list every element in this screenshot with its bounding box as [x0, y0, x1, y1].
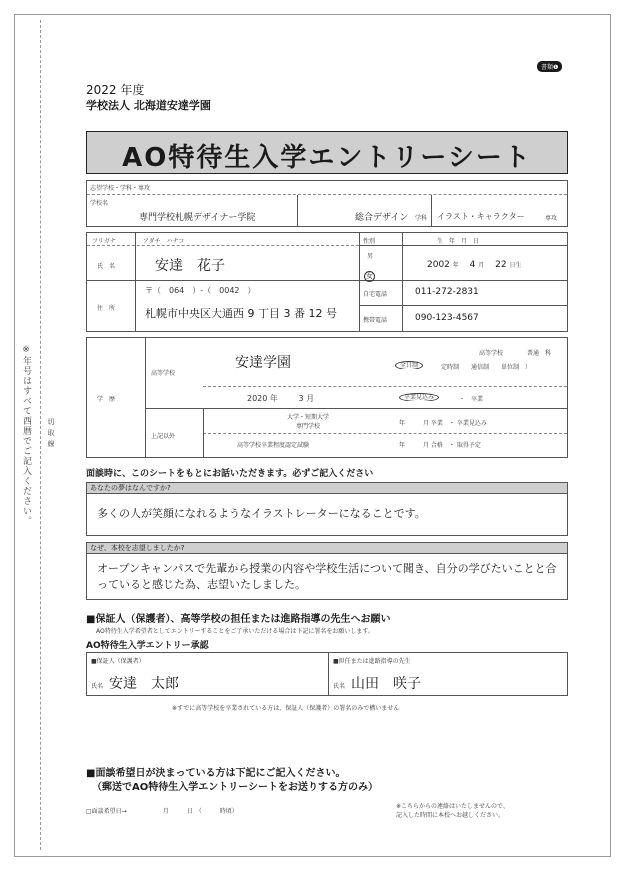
equivalency-status[interactable]: 年 月 合格 ・ 取得予定 [399, 442, 481, 449]
guardian-heading: ■保証人（保護者）、高等学校の担任または進路指導の先生へお願い [86, 614, 391, 625]
dob-year[interactable]: 2002 [427, 260, 450, 270]
graduation-expected-selected[interactable]: 卒業見込み [399, 393, 439, 401]
graduation-year-suffix: 年 [269, 394, 278, 403]
graduation-done-option: ・ 卒業 [459, 396, 484, 403]
guardian-name[interactable]: 安達 太郎 [109, 676, 179, 692]
teacher-label: ■担任または進路指導の先生 [333, 658, 411, 665]
dob-label: 生 年 月 日 [437, 238, 480, 245]
mobile-phone-label: 携帯電話 [363, 317, 388, 324]
fiscal-year: 2022 年度 [86, 83, 145, 97]
q1-question: あなたの夢はなんですか? [86, 482, 568, 494]
high-school-type: 高等学校 普通 科 [479, 350, 552, 357]
other-education-label: 上記以外 [151, 433, 176, 440]
gender-female-selected[interactable]: 女 [366, 272, 373, 280]
teacher-name[interactable]: 山田 咲子 [351, 676, 421, 692]
fulltime-selected[interactable]: 全日制 [395, 361, 423, 369]
q2-answer[interactable]: オープンキャンパスで先輩から授業の内容や学校生活について聞き、自分の学びたいことと合っていると感じた為、志望いたしました。 [86, 554, 568, 600]
high-school-name[interactable]: 安達学園 [235, 355, 291, 371]
guardian-label: ■保証人（保護者） [91, 658, 145, 665]
page-title: AO特待生入学エントリーシート [122, 143, 532, 173]
graduation-month[interactable]: 3 [298, 394, 304, 403]
cut-label: 切取線 [47, 418, 55, 451]
q2-question: なぜ、本校を志望しましたか? [86, 542, 568, 554]
dob-month-suffix: 月 [478, 262, 485, 269]
department-suffix: 学科 [415, 215, 428, 222]
equivalency-label: 高等学校卒業程度認定試験 [237, 442, 310, 449]
mobile-phone-value[interactable]: 090-123-4567 [415, 313, 479, 323]
teacher-name-prefix: 氏名 [333, 683, 346, 690]
interview-date-heading-1: ■面談希望日が決まっている方は下記にご記入ください。 [86, 768, 346, 779]
interview-date-field[interactable]: □面談希望日→ 月 日 （ 時頃） [86, 808, 238, 815]
major-suffix: 専攻 [545, 215, 558, 222]
furigana-value[interactable]: アダチ ハナコ [143, 238, 185, 245]
school-corporation: 学校法人 北海道安達学園 [86, 99, 211, 112]
interview-date-heading-2: （郵送でAO特待生入学エントリーシートをお送りする方のみ） [92, 782, 379, 793]
cut-line [40, 20, 41, 850]
address-value[interactable]: 札幌市中央区大通西 9 丁目 3 番 12 号 [145, 307, 337, 320]
graduation-year[interactable]: 2020 [247, 394, 268, 403]
course-section [86, 180, 568, 227]
graduation-month-suffix: 月 [306, 394, 315, 403]
signature-note: ※すでに高等学校を卒業されている方は、保証人（保護者）の署名のみで構いません [172, 705, 400, 712]
address-label: 住 所 [97, 305, 116, 312]
name-label: 氏 名 [97, 263, 116, 270]
education-section [86, 337, 568, 458]
dob-year-suffix: 年 [452, 262, 459, 269]
university-label: 大学・短期大学 専門学校 [287, 414, 330, 430]
postal-code[interactable]: 〒（ 064 ）-（ 0042 ） [145, 286, 256, 295]
guardian-name-prefix: 氏名 [91, 683, 104, 690]
personal-section [86, 232, 568, 332]
q1-answer[interactable]: 多くの人が笑顔になれるようなイラストレーターになることです。 [86, 494, 568, 536]
university-status[interactable]: 年 月 卒業 ・ 卒業見込み [399, 420, 487, 427]
home-phone-label: 自宅電話 [363, 291, 388, 298]
name-value[interactable]: 安達 花子 [155, 258, 225, 274]
department-value[interactable]: 総合デザイン [355, 213, 409, 223]
dob-day[interactable]: 22 [495, 260, 507, 270]
document-badge: 書類❶ [537, 61, 562, 72]
gender-male[interactable]: 男 [367, 253, 374, 260]
major-value[interactable]: イラスト・キャラクター [437, 212, 525, 221]
dob-day-suffix: 日生 [509, 262, 522, 269]
approval-heading: AO特待生入学エントリー承認 [86, 641, 209, 651]
gender-label: 性別 [363, 238, 376, 245]
title-banner [86, 131, 568, 174]
school-name-value[interactable]: 専門学校札幌デザイナー学院 [139, 213, 256, 223]
school-schedule-options: 定時制 通信制 単位制 ） [441, 364, 532, 371]
school-name-label: 学校名 [90, 200, 109, 207]
course-label: 志望学校・学科・専攻 [90, 185, 151, 192]
furigana-label: フリガナ [92, 238, 116, 245]
interview-note: 面談時に、このシートをもとにお話いただきます。必ずご記入ください [86, 469, 374, 479]
home-phone-value[interactable]: 011-272-2831 [415, 287, 479, 297]
interview-date-note: ※こちらからの連絡はいたしませんので、 記入した時間に本校へお越しください。 [396, 803, 509, 819]
education-label: 学 歴 [97, 396, 116, 403]
dob-month[interactable]: 4 [469, 260, 476, 270]
signature-section [86, 652, 568, 696]
guardian-sub: AO特待生入学希望者としてエントリーすることをご了承いただける場合は下記に署名をお願いします。 [96, 628, 374, 635]
high-school-label: 高等学校 [151, 370, 176, 377]
side-note: ※年号はすべて西暦でご記入ください。 [21, 345, 31, 526]
